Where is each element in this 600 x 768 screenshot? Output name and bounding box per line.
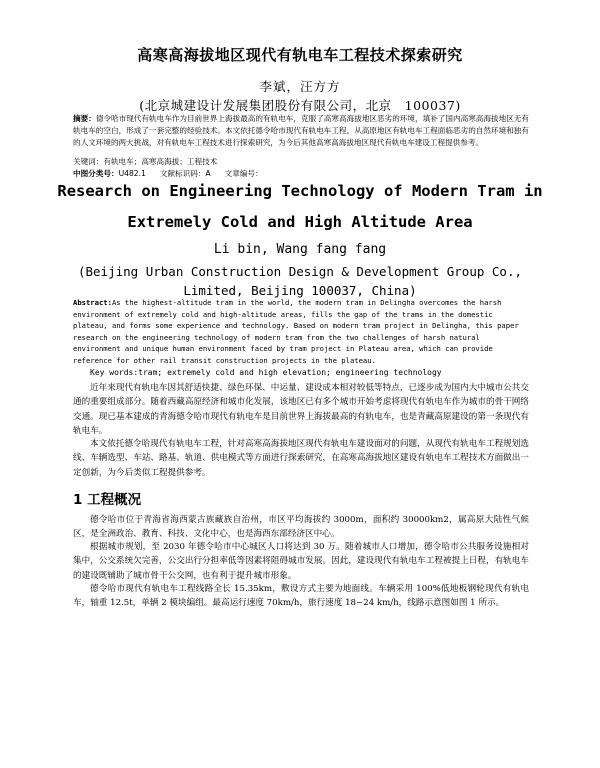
classification-line	[73, 168, 529, 180]
intro-paragraph-2	[73, 437, 529, 480]
document-code: 文献标识码：A	[159, 169, 211, 178]
body-paragraph: 德令哈市位于青海省海西蒙古族藏族自治州，市区平均海拔约 3000m，面积约 30000km2，属高原大陆性气候区，是全洲政治、教育、科技、文化中心，也是海西东部经济区中心。	[73, 515, 529, 540]
abstract-cn-label: 摘要：	[73, 114, 96, 123]
body-paragraph: 根据城市规划，至 2030 年德令哈市中心城区人口将达到 30 万。随着城市人口增加，德令哈市公共服务设施相对集中，公交系统欠完善，公交出行分担率低等因素将阻碍城市发展。因此，建设现代有轨电车工程被提上日程，有轨电车的建设既辅助了城市骨干公交网，也有利于提升城市形象。	[73, 542, 529, 581]
paper-title-en-line2: Extremely Cold and High Altitude Area	[127, 213, 473, 231]
body-paragraph: 本文依托德令哈现代有轨电车工程，针对高寒高海拔地区现代有轨电车建设面对的问题，从现代有轨电车工程规划选线、车辆选型、车站、路基、轨道、供电模式等方面进行探索研究，在高寒高海拔地区建设有轨电车工程技术方面做出一定创新，为今后类似工程提供参考。	[73, 439, 529, 478]
paper-title-cn: 高寒高海拔地区现代有轨电车工程技术探索研究	[137, 46, 463, 64]
abstract-en-text: As the highest-altitude tram in the world, the modern tram in Delingha overcomes the harsh environment of extremely cold and high-altitude areas, fills the gap of the trams in the domestic plateau, and forms some experience and technology. Based on modern tram project in Delingha, this paper research on the engineering technology of modern tram from the two challenges of harsh natural environment and unique human environment faced by tram project in Plateau area, which can provide reference for other rail transit construction projects in the plateau.	[73, 298, 519, 365]
section-1-heading: 1 工程概况	[73, 492, 142, 508]
section1-paragraph-2	[73, 540, 529, 583]
body-paragraph: 德令哈市现代有轨电车工程线路全长 15.35km，敷设方式主要为地面线。车辆采用 100%低地板钢轮现代有轨电车，轴重 12.5t，单辆 2 模块编组。最高运行速度 70km/h，旅行速度 18~24 km/h，线路示意图如图 1 所示。	[73, 584, 529, 609]
section1-paragraph-1	[73, 513, 529, 542]
affiliation-cn: (北京城建设计发展集团股份有限公司，北京 100037)	[139, 98, 461, 113]
intro-paragraph-1	[73, 381, 529, 438]
authors-cn: 李斌，汪方方	[259, 79, 341, 94]
article-number: 文章编号：	[224, 169, 263, 178]
clc-value: U482.1	[118, 169, 146, 178]
paper-title-en-line1: Research on Engineering Technology of Modern Tram in	[57, 182, 543, 200]
keywords-cn: 关键词：有轨电车；高寒高海拔；工程技术	[73, 157, 218, 166]
abstract-cn-text: 德令哈市现代有轨电车作为目前世界上海拔最高的有轨电车，克服了高寒高海拔地区恶劣的环境，填补了国内高寒高海拔地区无有轨电车的空白，形成了一套完整的经验技术。本文依托德令哈市现代有轨电车工程，从高原地区有轨电车工程面临恶劣的自然环境和独有的人文环境的两大挑战，对有轨电车工程技术进行探索研究，为今后其他高寒高海拔地区现代有轨电车建设工程提供参考。	[73, 114, 530, 147]
abstract-cn	[73, 113, 529, 149]
keywords-en: Key words:tram; extremely cold and high elevation; engineering technology	[90, 368, 442, 377]
clc-label: 中图分类号：	[73, 169, 119, 178]
affiliation-en: (Beijing Urban Construction Design & Development Group Co., Limited, Beijing 100037, China)	[77, 264, 522, 298]
abstract-en	[73, 297, 529, 367]
abstract-en-label: Abstract:	[73, 298, 112, 307]
section1-paragraph-3	[73, 582, 529, 611]
body-paragraph: 近年来现代有轨电车因其舒适快捷、绿色环保、中运量、建设成本相对较低等特点，已逐步成为国内大中城市公共交通的重要组成部分。随着西藏高原经济和城市化发展，该地区已有多个城市开始考虑将现代有轨电车作为城市的骨干网络交通。现已基本建成的青海德令哈市现代有轨电车是目前世界上海拔最高的有轨电车，也是青藏高原建设的第一条现代有轨电车。	[73, 383, 529, 436]
authors-en: Li bin, Wang fang fang	[213, 242, 387, 257]
